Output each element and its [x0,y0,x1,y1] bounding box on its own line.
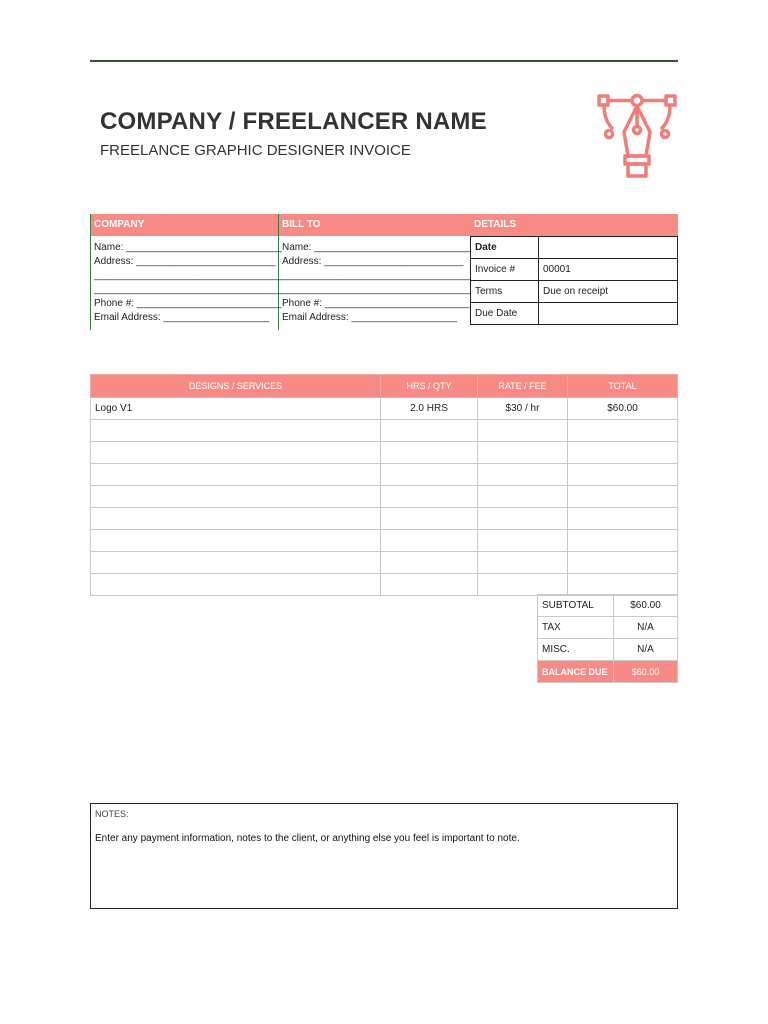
service-qty-cell[interactable] [381,486,478,508]
table-row [91,574,678,596]
service-rate-cell[interactable] [478,486,568,508]
bill-to-email-line[interactable]: Email Address: ___________________ [282,312,458,323]
subtotal-label: SUBTOTAL [538,595,614,617]
due-date-label: Due Date [471,303,539,325]
details-row-date [471,237,678,259]
subtotal-row [538,595,678,617]
services-header-qty: HRS / QTY [381,375,478,398]
bill-to-address-line[interactable]: Address: _________________________ [282,256,464,267]
service-rate-cell[interactable] [478,508,568,530]
service-total-cell[interactable]: $60.00 [568,398,678,420]
service-description-cell[interactable] [91,420,381,442]
notes-box[interactable] [90,803,678,909]
terms-label: Terms [471,281,539,303]
table-row [91,508,678,530]
bill-to-address-line-3[interactable]: __________________________________ [282,284,472,295]
table-row [91,486,678,508]
misc-value[interactable]: N/A [614,639,678,661]
company-address-line-2[interactable]: __________________________________ [94,270,284,281]
service-qty-cell[interactable]: 2.0 HRS [381,398,478,420]
date-value[interactable] [539,237,678,259]
notes-heading: NOTES: [95,809,129,819]
terms-value[interactable]: Due on receipt [539,281,678,303]
misc-label: MISC. [538,639,614,661]
bill-to-block [282,241,471,325]
service-description-cell[interactable] [91,530,381,552]
service-description-cell[interactable] [91,552,381,574]
invoice-number-label: Invoice # [471,259,539,281]
details-heading: DETAILS [470,214,678,236]
top-rule [90,60,678,62]
details-row-due-date [471,303,678,325]
company-email-line[interactable]: Email Address: ___________________ [94,312,270,323]
misc-row [538,639,678,661]
subtotal-value[interactable]: $60.00 [614,595,678,617]
bill-to-heading: BILL TO [278,214,470,236]
service-total-cell[interactable] [568,552,678,574]
service-total-cell[interactable] [568,486,678,508]
company-name-line[interactable]: Name: ____________________________ [94,242,282,253]
services-header-row [91,375,678,398]
company-address-line-3[interactable]: __________________________________ [94,284,284,295]
service-total-cell[interactable] [568,464,678,486]
table-row [91,420,678,442]
service-total-cell[interactable] [568,508,678,530]
bill-to-address-line-2[interactable]: __________________________________ [282,270,472,281]
company-phone-line[interactable]: Phone #: __________________________ [94,298,282,309]
service-description-cell[interactable] [91,442,381,464]
details-row-terms [471,281,678,303]
services-header-total: TOTAL [568,375,678,398]
company-name: COMPANY / FREELANCER NAME [100,108,487,135]
tax-value[interactable]: N/A [614,617,678,639]
date-label: Date [471,237,539,259]
company-address-line[interactable]: Address: _________________________ [94,256,276,267]
service-description-cell[interactable] [91,486,381,508]
table-row [91,398,678,420]
table-row [91,530,678,552]
service-total-cell[interactable] [568,420,678,442]
service-qty-cell[interactable] [381,552,478,574]
pen-tool-icon [596,92,678,182]
balance-due-label: BALANCE DUE [538,661,614,683]
balance-due-row [538,661,678,683]
balance-due-value[interactable]: $60.00 [614,661,678,683]
service-qty-cell[interactable] [381,442,478,464]
table-row [91,464,678,486]
bill-to-name-line[interactable]: Name: ____________________________ [282,242,470,253]
service-rate-cell[interactable] [478,464,568,486]
details-table [470,236,678,325]
company-border [90,214,91,330]
service-rate-cell[interactable] [478,552,568,574]
table-row [91,442,678,464]
service-rate-cell[interactable]: $30 / hr [478,398,568,420]
invoice-subtitle: FREELANCE GRAPHIC DESIGNER INVOICE [100,142,411,159]
service-qty-cell[interactable] [381,508,478,530]
details-row-invoice [471,259,678,281]
service-description-cell[interactable]: Logo V1 [91,398,381,420]
tax-label: TAX [538,617,614,639]
service-description-cell[interactable] [91,508,381,530]
service-qty-cell[interactable] [381,530,478,552]
service-total-cell[interactable] [568,574,678,596]
service-qty-cell[interactable] [381,574,478,596]
service-rate-cell[interactable] [478,442,568,464]
table-row [91,552,678,574]
due-date-value[interactable] [539,303,678,325]
company-block [94,241,283,325]
totals-table [537,594,678,683]
tax-row [538,617,678,639]
services-header-rate: RATE / FEE [478,375,568,398]
service-total-cell[interactable] [568,530,678,552]
invoice-number-value[interactable]: 00001 [539,259,678,281]
services-table [90,374,678,596]
services-header-designs: DESIGNS / SERVICES [91,375,381,398]
info-section [90,214,678,330]
service-rate-cell[interactable] [478,574,568,596]
company-heading: COMPANY [90,214,278,236]
service-rate-cell[interactable] [478,530,568,552]
bill-to-phone-line[interactable]: Phone #: __________________________ [282,298,470,309]
service-description-cell[interactable] [91,574,381,596]
service-total-cell[interactable] [568,442,678,464]
service-qty-cell[interactable] [381,464,478,486]
notes-text: Enter any payment information, notes to the client, or anything else you feel is important to note. [95,833,520,844]
service-qty-cell[interactable] [381,420,478,442]
service-description-cell[interactable] [91,464,381,486]
service-rate-cell[interactable] [478,420,568,442]
